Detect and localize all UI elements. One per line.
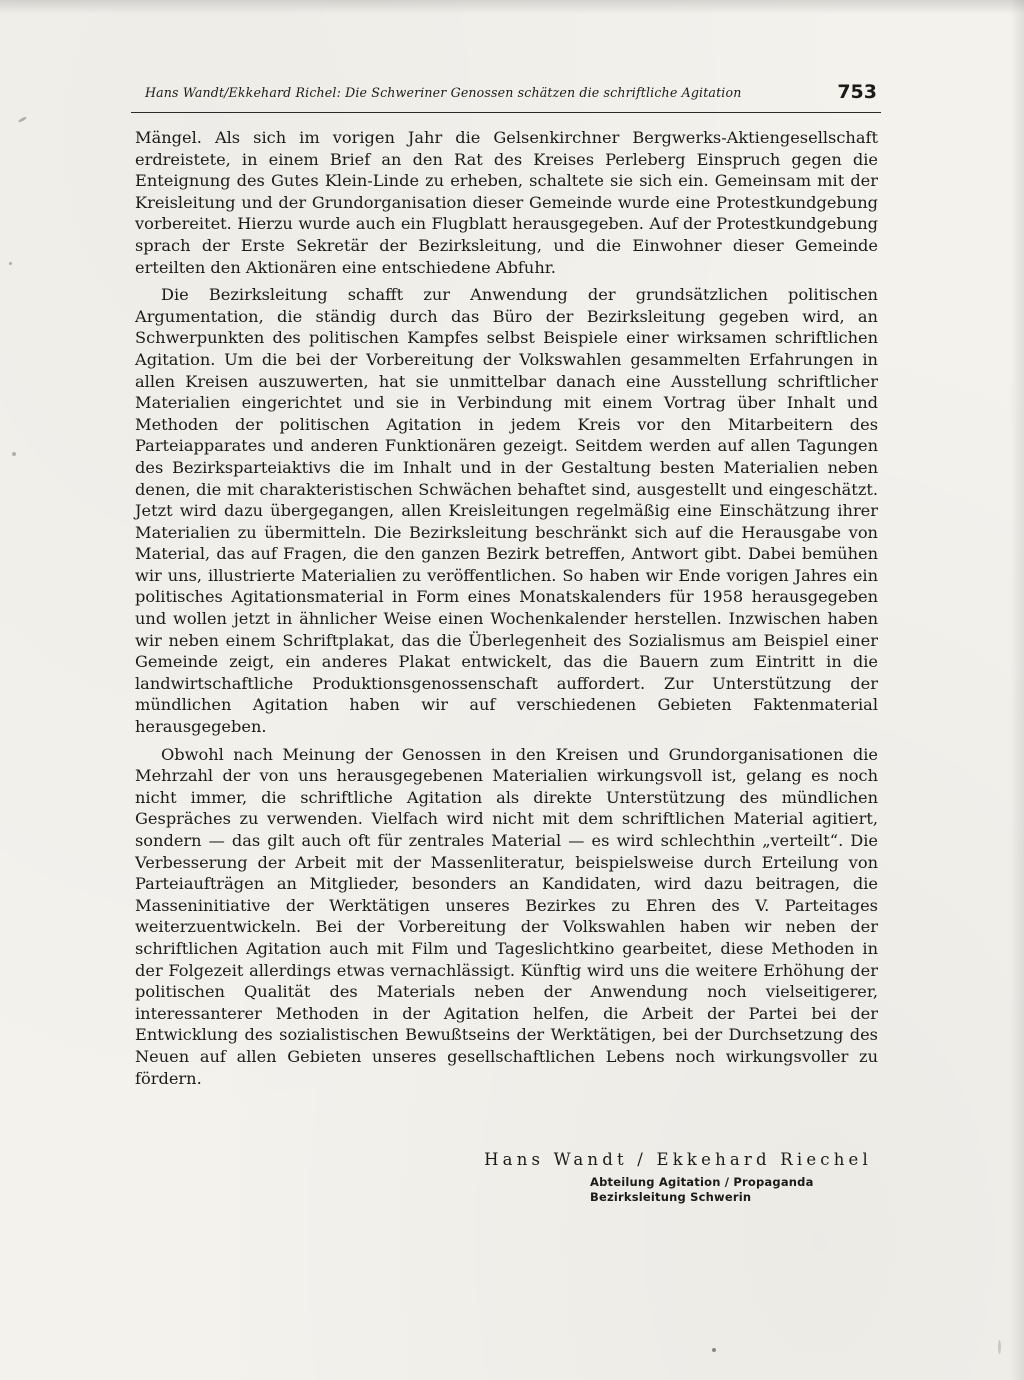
author-signature: Hans Wandt / Ekkehard Riechel <box>484 1150 872 1169</box>
affiliation-organization: Bezirksleitung Schwerin <box>590 1190 752 1204</box>
author-affiliation <box>590 1175 872 1205</box>
page-number: 753 <box>837 81 877 103</box>
paragraph-1: Mängel. Als sich im vorigen Jahr die Gelsenkirchner Bergwerks-Aktiengesellschaft erdreistete, in einem Brief an den Rat des Kreises Perleberg Einspruch gegen die Enteignung des Gutes Klein-Linde zu erheben, schaltete sie sich ein. Gemeinsam mit der Kreisleitung und der Grundorganisation dieser Gemeinde wurde eine Protestkundgebung vorbereitet. Hierzu wurde auch ein Flugblatt herausgegeben. Auf der Protestkundgebung sprach der Erste Sekretär der Bezirksleitung, und die Einwohner dieser Gemeinde erteilten den Aktionären eine entschiedene Abfuhr. <box>135 128 878 277</box>
header-rule <box>131 112 881 113</box>
paragraph-2: Die Bezirksleitung schafft zur Anwendung der grundsätzlichen politischen Argumentation, die ständig durch das Büro der Bezirksleitung gegeben wird, an Schwerpunkten des politischen Kampfes selbst Beispiele einer wirksamen schriftlichen Agitation. Um die bei der Vorbereitung der Volkswahlen gesammelten Erfahrungen in allen Kreisen auszuwerten, hat sie unmittelbar danach eine Ausstellung schriftlicher Materialien eingerichtet und sie in Verbindung mit einem Vortrag über Inhalt und Methoden der politischen Agitation in jedem Kreis vor den Mitarbeitern des Parteiapparates und anderen Funktionären gezeigt. Seitdem werden auf allen Tagungen des Bezirksparteiaktivs die im Inhalt und in der Gestaltung besten Materialien neben denen, die mit charakteristischen Schwächen behaftet sind, ausgestellt und eingeschätzt. Jetzt wird dazu übergegangen, allen Kreisleitungen regelmäßig eine Einschätzung ihrer Materialien zu übermitteln. Die Bezirksleitung beschränkt sich auf die Herausgabe von Material, das auf Fragen, die den ganzen Bezirk betreffen, Antwort gibt. Dabei bemühen wir uns, illustrierte Materialien zu veröffentlichen. So haben wir Ende vorigen Jahres ein politisches Agitationsmaterial in Form eines Monatskalenders für 1958 herausgegeben und wollen jetzt in ähnlicher Weise einen Wochenkalender herstellen. Inzwischen haben wir neben einem Schriftplakat, das die Überlegenheit des Sozialismus am Beispiel einer Gemeinde zeigt, ein anderes Plakat entwickelt, das die Bauern zum Eintritt in die landwirtschaftliche Produktionsgenossenschaft auffordert. Zur Unterstützung der mündlichen Agitation haben wir auf verschiedenen Gebieten Faktenmaterial herausgegeben. <box>135 285 878 737</box>
scan-speck <box>18 116 27 123</box>
scan-speck <box>12 452 16 456</box>
affiliation-department: Abteilung Agitation / Propaganda <box>590 1175 814 1189</box>
running-title: Hans Wandt/Ekkehard Richel: Die Schweriner Genossen schätzen die schriftliche Agitation <box>145 85 742 100</box>
scan-speck <box>998 1340 1001 1354</box>
paragraph-3: Obwohl nach Meinung der Genossen in den Kreisen und Grundorganisationen die Mehrzahl der von uns herausgegebenen Materialien wirkungsvoll ist, gelang es noch nicht immer, die schriftliche Agitation als direkte Unterstützung des mündlichen Gespräches zu verwenden. Vielfach wird nicht mit dem schriftlichen Material agitiert, sondern — das gilt auch oft für zentrales Material — es wird schlechthin „verteilt“. Die Verbesserung der Arbeit mit der Massenliteratur, beispielsweise durch Erteilung von Parteiaufträgen an Mitglieder, besonders an Kandidaten, wird dazu beitragen, die Masseninitiative der Werktätigen unseres Bezirkes zu Ehren des V. Parteitages weiterzuentwickeln. Bei der Vorbereitung der Volkswahlen haben wir neben der schriftlichen Agitation auch mit Film und Tageslichtkino gearbeitet, diese Methoden in der Folgezeit allerdings etwas vernachlässigt. Künftig wird uns die weitere Erhöhung der politischen Qualität des Materials neben der Anwendung noch vielseitigerer, interessanterer Methoden in der Agitation helfen, die Arbeit der Partei bei der Entwicklung des sozialistischen Bewußtseins der Werktätigen, bei der Durchsetzung des Neuen auf allen Gebieten unseres gesellschaftlichen Lebens noch wirkungsvoller zu fördern. <box>135 744 878 1088</box>
article-body <box>135 127 878 1095</box>
scan-speck <box>712 1348 716 1352</box>
running-head <box>131 80 881 110</box>
top-edge-shadow <box>0 0 1024 14</box>
scan-speck <box>9 262 12 265</box>
right-edge-shadow <box>1010 0 1024 1380</box>
